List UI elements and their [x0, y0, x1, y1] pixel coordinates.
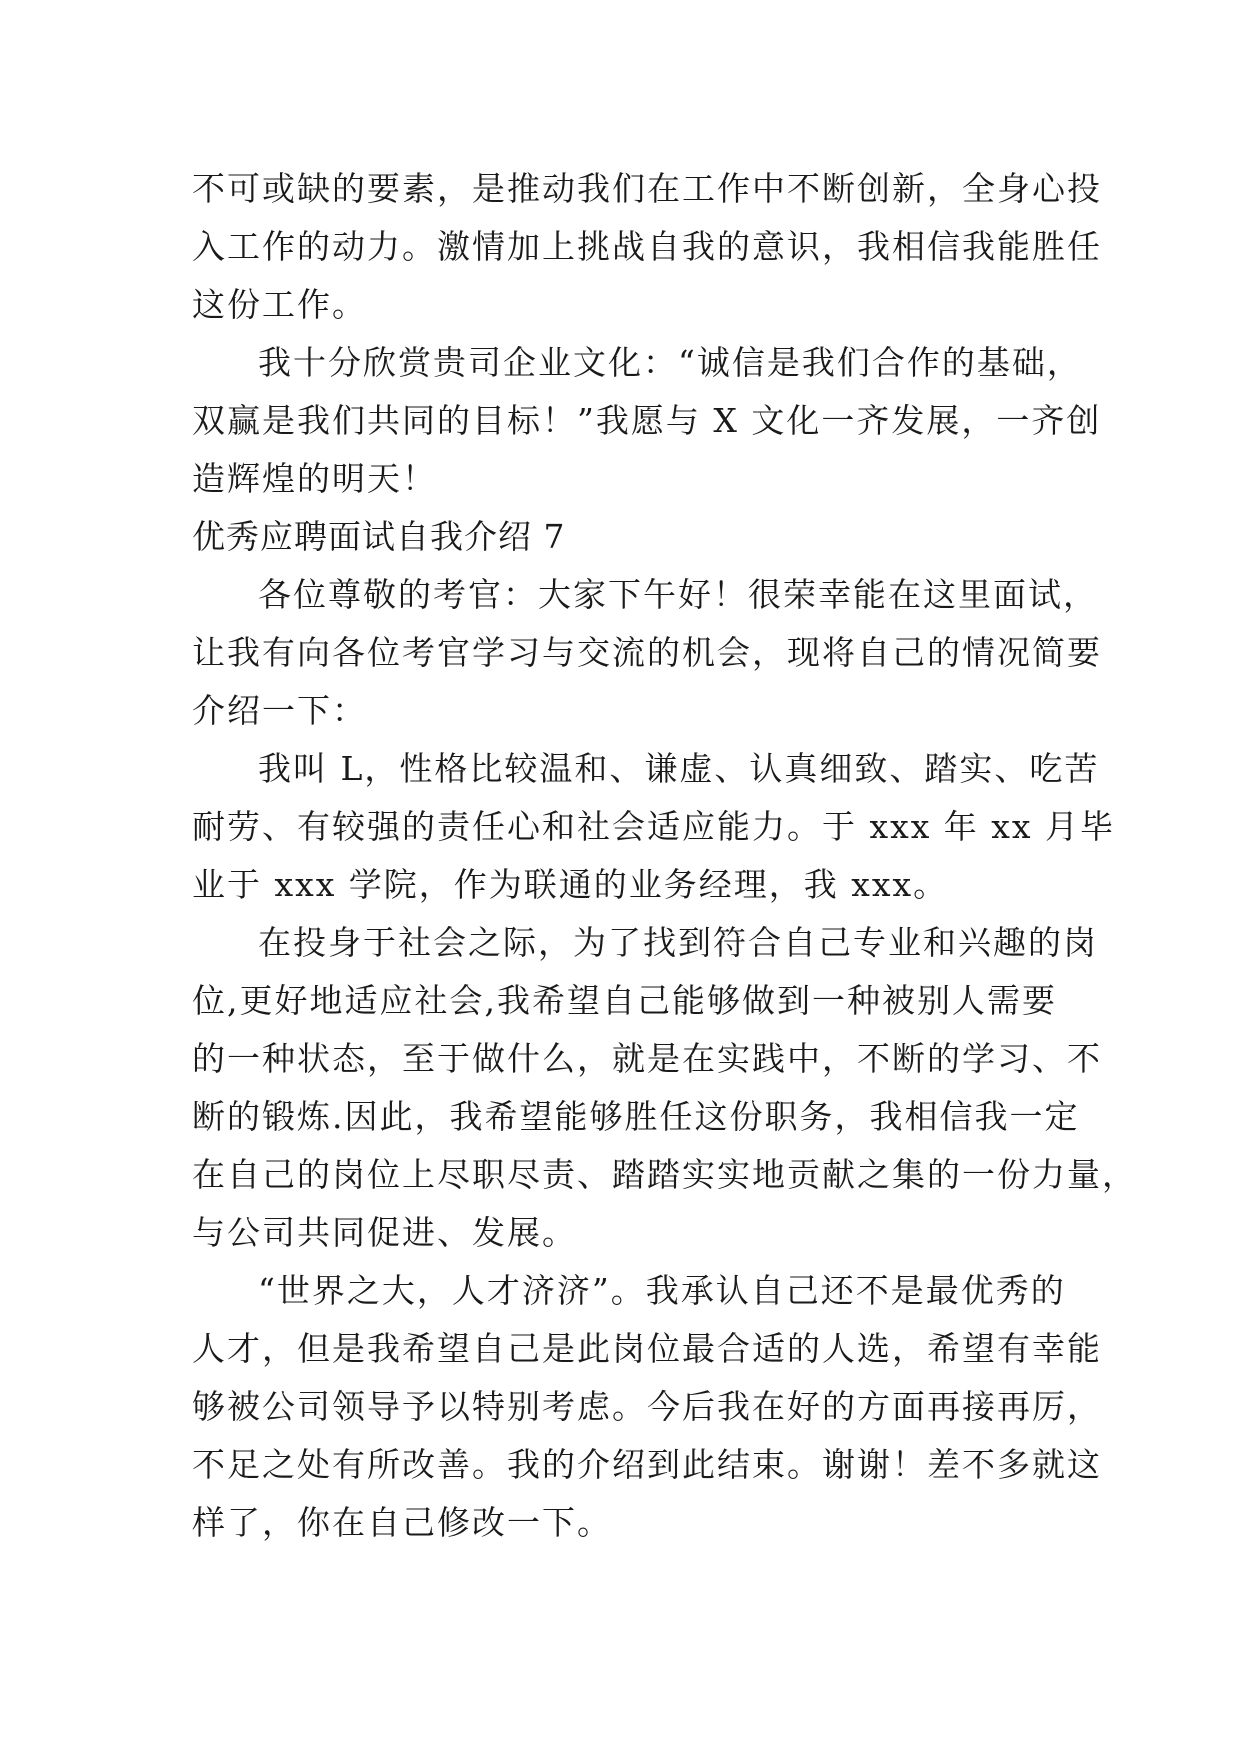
text-line: 够被公司领导予以特别考虑。今后我在好的方面再接再厉，	[192, 1387, 1102, 1426]
text-line: 造辉煌的明天！	[192, 459, 437, 498]
text-line: 我叫 L，性格比较温和、谦虚、认真细致、踏实、吃苦	[258, 749, 1100, 788]
text-line: 让我有向各位考官学习与交流的机会，现将自己的情况简要	[192, 633, 1102, 672]
text-line: 这份工作。	[192, 285, 367, 324]
text-line: 双赢是我们共同的目标！”我愿与 X 文化一齐发展，一齐创	[192, 401, 1102, 440]
text-line: “世界之大，人才济济”。我承认自己还不是最优秀的	[258, 1271, 1066, 1310]
text-line: 人才，但是我希望自己是此岗位最合适的人选，希望有幸能	[192, 1329, 1102, 1368]
text-line: 不足之处有所改善。我的介绍到此结束。谢谢！差不多就这	[192, 1445, 1102, 1484]
text-line: 位,更好地适应社会,我希望自己能够做到一种被别人需要	[192, 981, 1057, 1020]
text-line: 在投身于社会之际，为了找到符合自己专业和兴趣的岗	[258, 923, 1098, 962]
text-line: 断的锻炼.因此，我希望能够胜任这份职务，我相信我一定	[192, 1097, 1080, 1136]
text-line: 介绍一下：	[192, 691, 367, 730]
text-line: 在自己的岗位上尽职尽责、踏踏实实地贡献之集的一份力量，	[192, 1155, 1137, 1194]
text-line: 不可或缺的要素，是推动我们在工作中不断创新，全身心投	[192, 169, 1102, 208]
document-body	[192, 160, 1137, 1552]
text-line: 耐劳、有较强的责任心和社会适应能力。于 xxx 年 xx 月毕	[192, 807, 1116, 846]
text-line: 业于 xxx 学院，作为联通的业务经理，我 xxx。	[192, 865, 949, 904]
text-line: 我十分欣赏贵司企业文化：“诚信是我们合作的基础，	[258, 343, 1082, 382]
text-line: 入工作的动力。激情加上挑战自我的意识，我相信我能胜任	[192, 227, 1102, 266]
text-line: 样了，你在自己修改一下。	[192, 1503, 612, 1542]
text-line: 与公司共同促进、发展。	[192, 1213, 577, 1252]
section-heading: 优秀应聘面试自我介绍 7	[192, 517, 566, 556]
text-line: 的一种状态，至于做什么，就是在实践中，不断的学习、不	[192, 1039, 1102, 1078]
text-line: 各位尊敬的考官：大家下午好！很荣幸能在这里面试，	[258, 575, 1098, 614]
